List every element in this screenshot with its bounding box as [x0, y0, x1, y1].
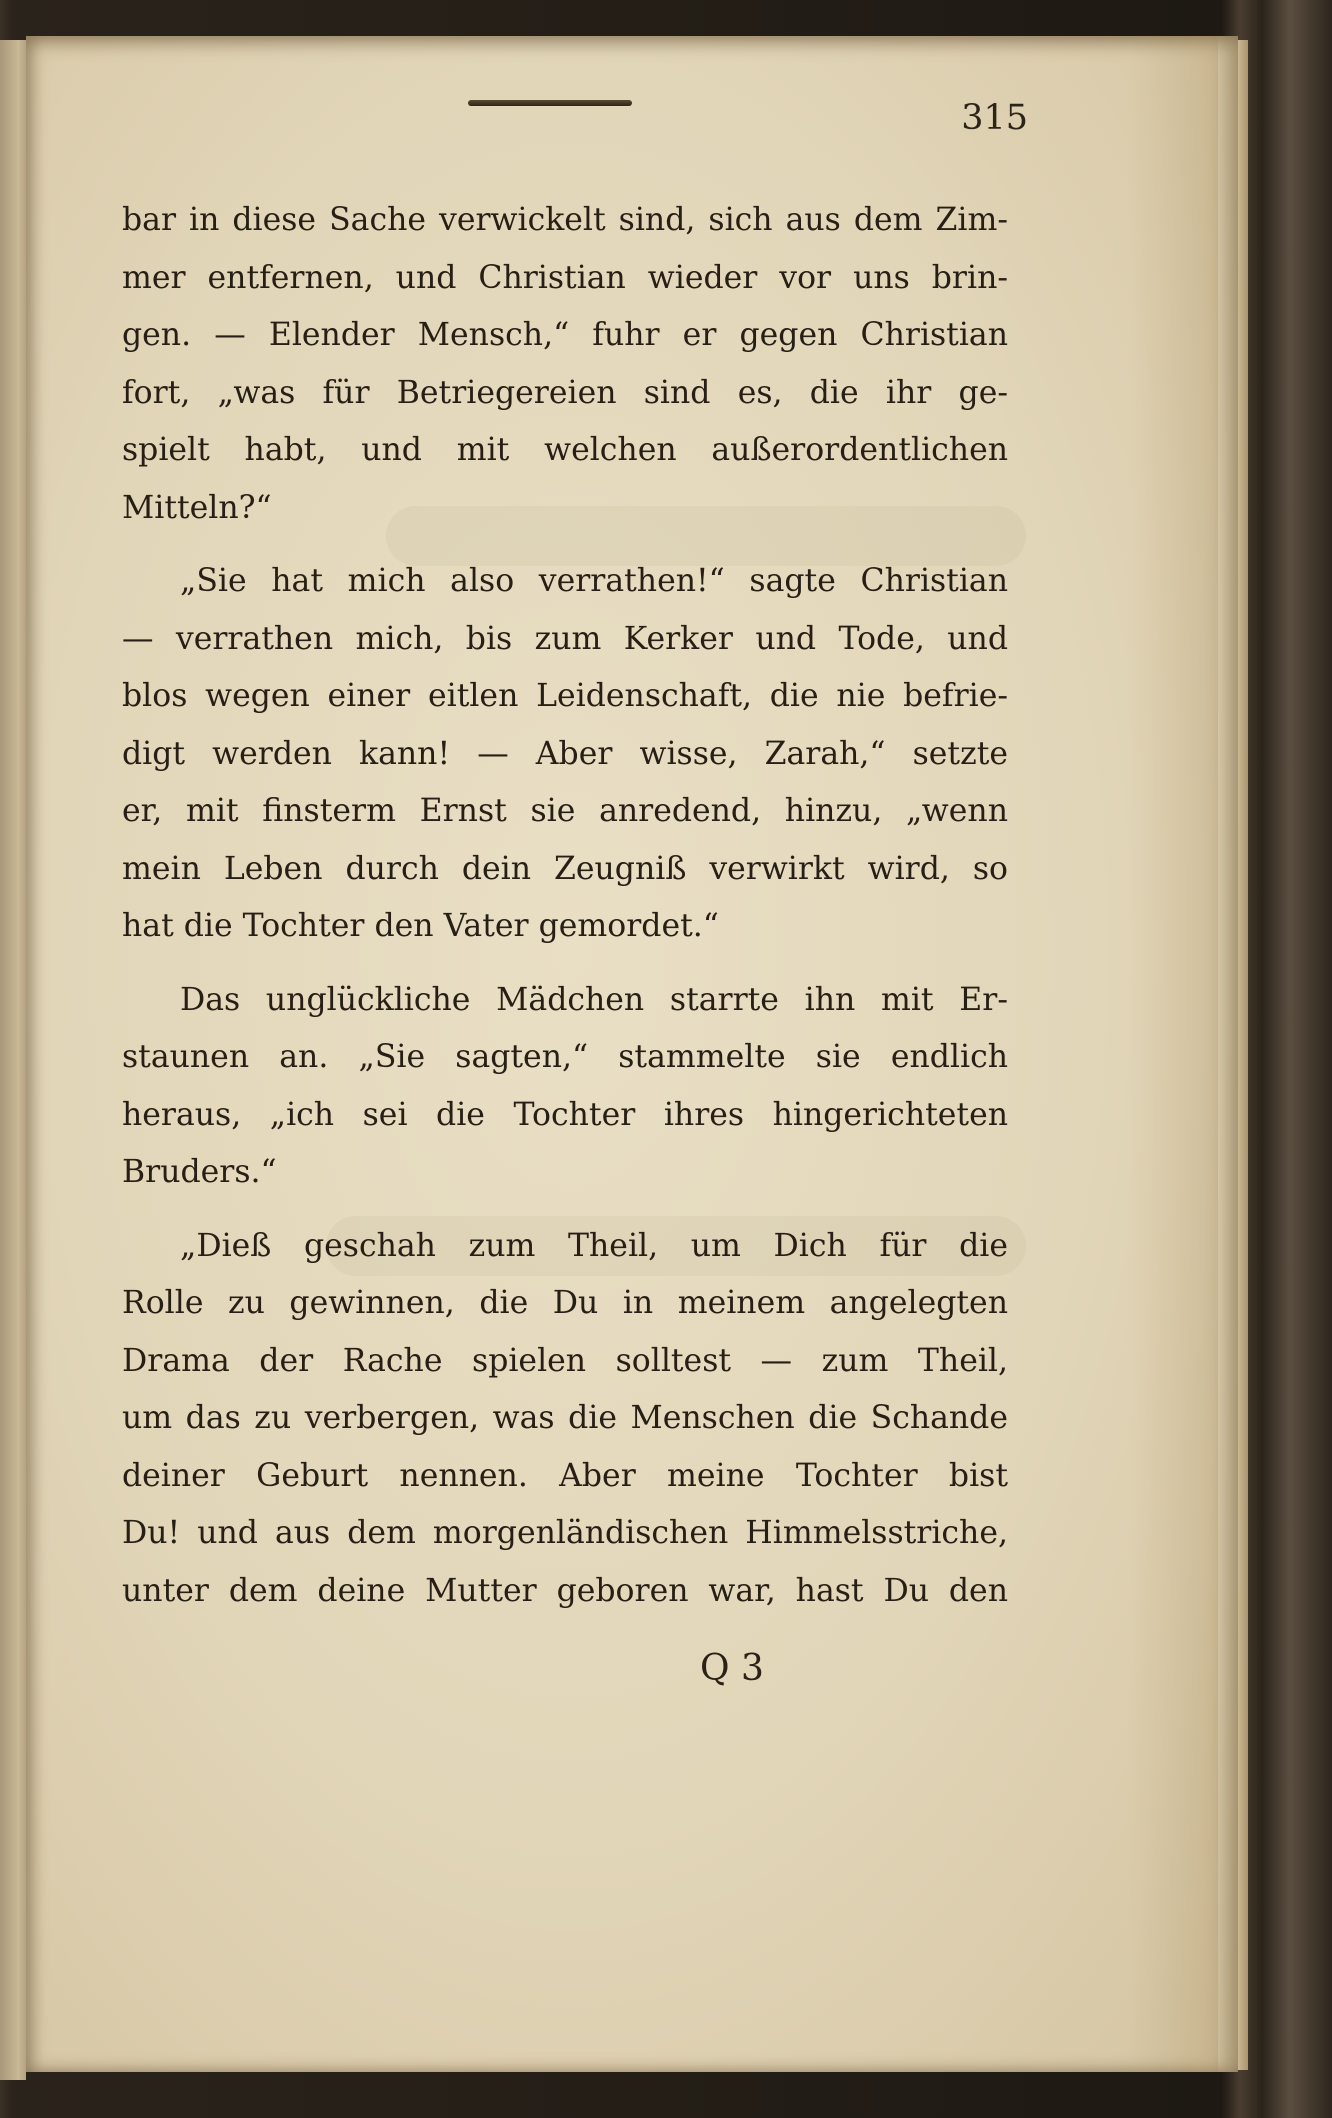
page-number: 315: [961, 98, 1028, 138]
header-rule: [468, 100, 632, 106]
text-line: Bruders.“: [122, 1154, 277, 1190]
text-line: unter dem deine Mutter geboren war, hast Du den: [122, 1572, 1008, 1609]
text-line: bar in diese Sache verwickelt sind, sich aus dem Zim-: [122, 202, 1008, 238]
text-line: er, mit finsterm Ernst sie anredend, hinzu, „wenn: [122, 793, 1008, 829]
text-line: gen. — Elender Mensch,“ fuhr er gegen Christian: [122, 317, 1008, 353]
text-line: Drama der Rache spielen solltest — zum Theil,: [122, 1342, 1008, 1379]
text-line: hat die Tochter den Vater gemordet.“: [122, 908, 719, 944]
text-line: Du! und aus dem morgenländischen Himmelsstriche,: [122, 1515, 1008, 1551]
text-line: mein Leben durch dein Zeugniß verwirkt wird, so: [122, 850, 1008, 887]
paragraph: [122, 192, 1008, 537]
text-line: um das zu verbergen, was die Menschen die Schande: [122, 1400, 1008, 1436]
text-line: heraus, „ich sei die Tochter ihres hingerichteten: [122, 1096, 1008, 1133]
text-line: spielt habt, und mit welchen außerordentlichen: [122, 432, 1008, 468]
text-line: „Dieß geschah zum Theil, um Dich für die: [180, 1227, 1008, 1264]
text-line: digt werden kann! — Aber wisse, Zarah,“ setzte: [122, 735, 1008, 772]
text-line: Das unglückliche Mädchen starrte ihn mit Er-: [180, 981, 1008, 1018]
page-edge: [1238, 40, 1248, 2070]
paragraph: [122, 972, 1008, 1202]
text-line: Rolle zu gewinnen, die Du in meinem angelegten: [122, 1285, 1008, 1321]
paragraph: [122, 1218, 1008, 1621]
text-line: — verrathen mich, bis zum Kerker und Tode, und: [122, 620, 1008, 657]
page-stain: [1128, 36, 1218, 2072]
body-text: [122, 192, 1008, 1620]
facing-page-edge: [0, 40, 26, 2080]
text-line: staunen an. „Sie sagten,“ stammelte sie endlich: [122, 1039, 1008, 1075]
text-line: blos wegen einer eitlen Leidenschaft, die nie befrie-: [122, 678, 1008, 714]
text-line: mer entfernen, und Christian wieder vor uns brin-: [122, 259, 1008, 296]
paragraph: [122, 553, 1008, 956]
text-line: deiner Geburt nennen. Aber meine Tochter bist: [122, 1457, 1008, 1494]
text-line: Mitteln?“: [122, 489, 272, 526]
text-line: „Sie hat mich also verrathen!“ sagte Christian: [180, 563, 1008, 599]
signature-mark: Q 3: [700, 1648, 764, 1689]
text-line: fort, „was für Betriegereien sind es, die ihr ge-: [122, 374, 1008, 411]
